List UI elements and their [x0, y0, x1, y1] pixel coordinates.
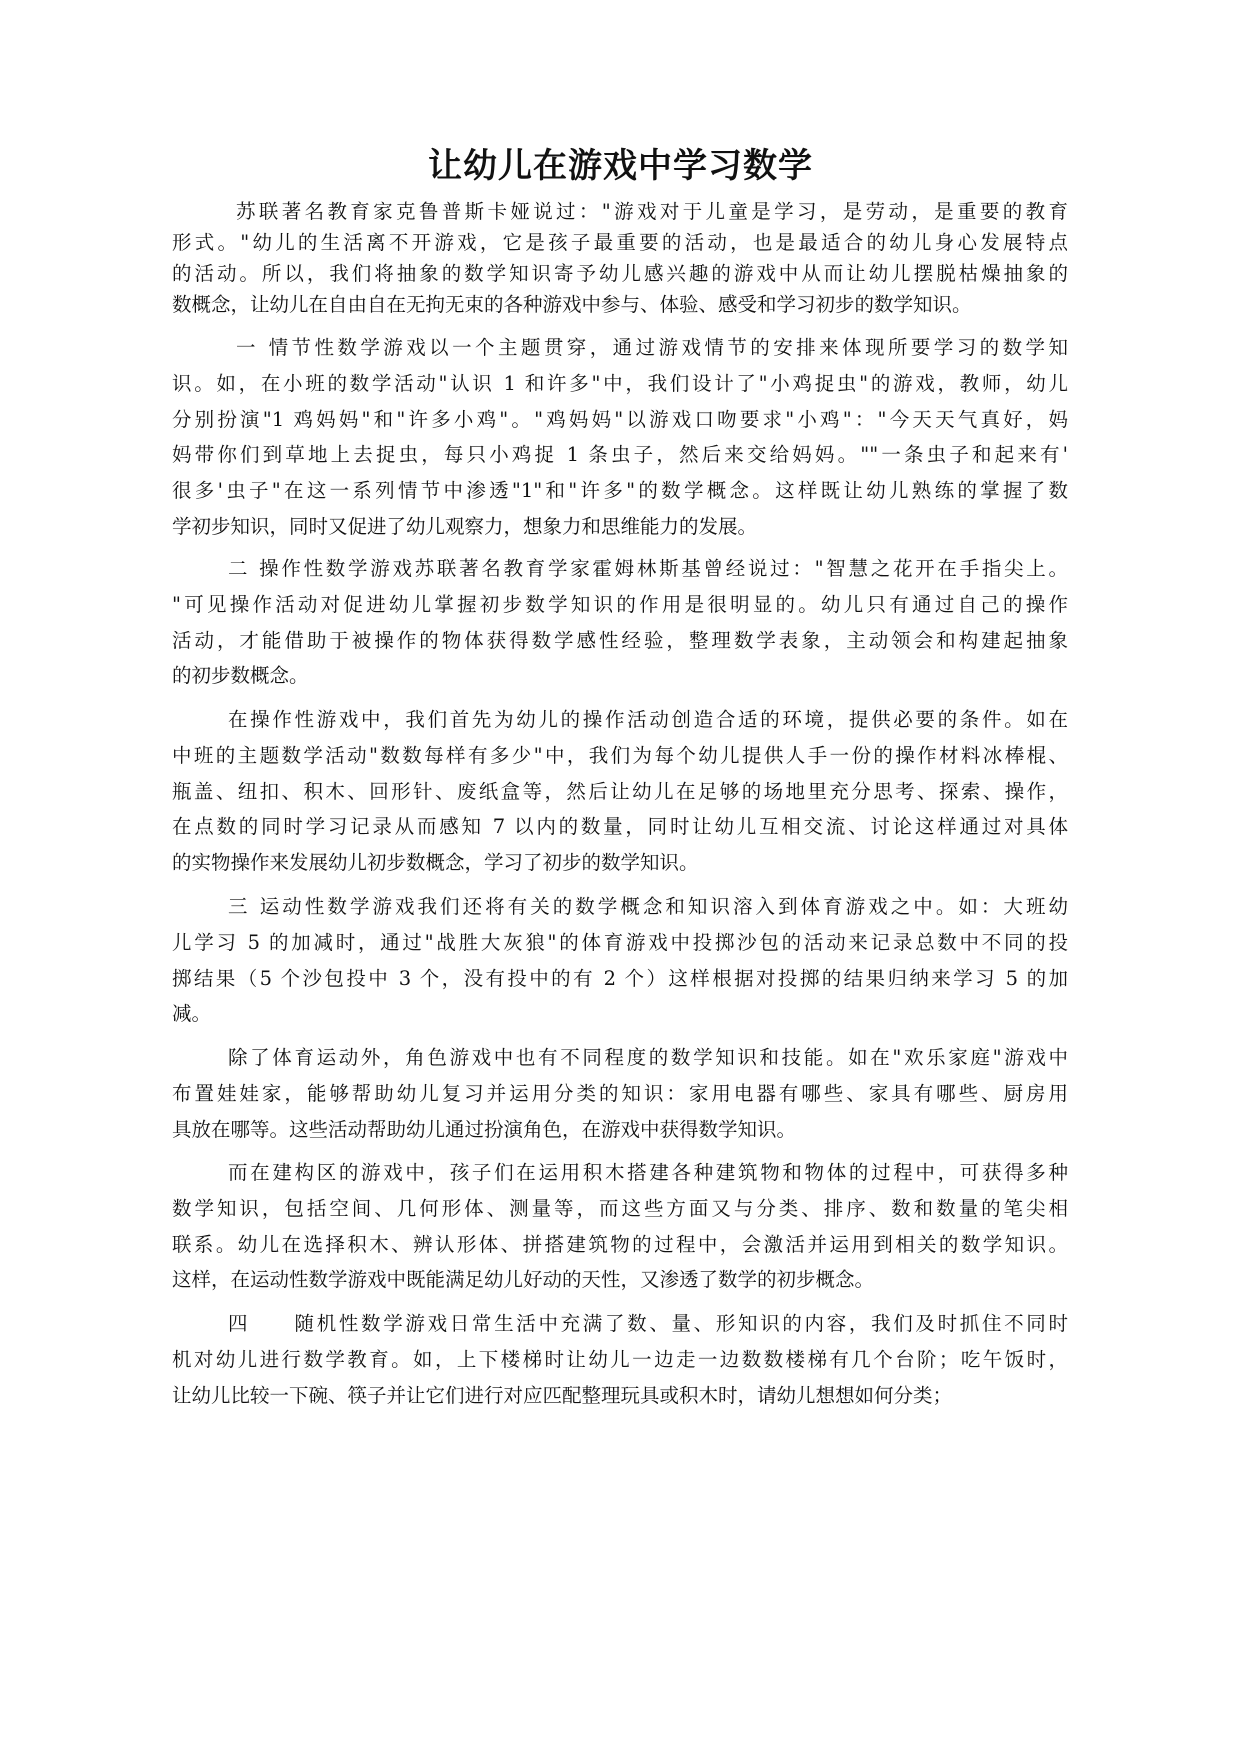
text-line: 数概念，让幼儿在自由自在无拘无束的各种游戏中参与、体验、感受和学习初步的数学知识。: [172, 293, 972, 316]
text-line: 机对幼儿进行数学教育。如，上下楼梯时让幼儿一边走一边数数楼梯有几个台阶；吃午饭时，: [172, 1347, 1068, 1371]
paragraph-section-one: [172, 330, 1068, 545]
text-line: 学初步知识，同时又促进了幼儿观察力，想象力和思维能力的发展。: [172, 514, 758, 538]
paragraph-section-two: [172, 551, 1068, 694]
text-line: 在点数的同时学习记录从而感知 7 以内的数量，同时让幼儿互相交流、讨论这样通过对具体: [172, 815, 1068, 839]
text-line: 瓶盖、纽扣、积木、回形针、废纸盒等，然后让幼儿在足够的场地里充分思考、探索、操作，: [172, 779, 1068, 803]
text-line: 让幼儿比较一下碗、筷子并让它们进行对应匹配整理玩具或积木时，请幼儿想想如何分类；: [172, 1383, 953, 1407]
paragraph-construction-play: [172, 1155, 1068, 1298]
text-line: 识。如，在小班的数学活动"认识 1 和许多"中，我们设计了"小鸡捉虫"的游戏，教师，幼儿: [172, 371, 1068, 395]
text-line: 一 情节性数学游戏以一个主题贯穿，通过游戏情节的安排来体现所要学习的数学知: [236, 336, 1068, 359]
paragraph-section-two-continued: [172, 702, 1068, 881]
document-title: 让幼儿在游戏中学习数学: [428, 146, 813, 186]
text-line: 分别扮演"1 鸡妈妈"和"许多小鸡"。"鸡妈妈"以游戏口吻要求"小鸡"："今天天气真好，妈: [172, 407, 1068, 431]
text-line: 三 运动性数学游戏我们还将有关的数学概念和知识溶入到体育游戏之中。如：大班幼: [228, 895, 1068, 918]
text-line: 苏联著名教育家克鲁普斯卡娅说过："游戏对于儿童是学习，是劳动，是重要的教育: [236, 200, 1068, 223]
paragraph-intro: [172, 196, 1068, 320]
text-line: 的初步数概念。: [172, 664, 309, 688]
text-line: "可见操作活动对促进幼儿掌握初步数学知识的作用是很明显的。幼儿只有通过自己的操作: [172, 592, 1068, 616]
text-line: 形式。"幼儿的生活离不开游戏，它是孩子最重要的活动，也是最适合的幼儿身心发展特点: [172, 231, 1068, 254]
text-line: 四 随机性数学游戏日常生活中充满了数、量、形知识的内容，我们及时抓住不同时: [228, 1312, 1068, 1335]
text-line: 联系。幼儿在选择积木、辨认形体、拼搭建筑物的过程中，会激活并运用到相关的数学知识。: [172, 1232, 1068, 1256]
text-line: 的活动。所以，我们将抽象的数学知识寄予幼儿感兴趣的游戏中从而让幼儿摆脱枯燥抽象的: [172, 262, 1068, 285]
text-line: 的实物操作来发展幼儿初步数概念，学习了初步的数学知识。: [172, 851, 699, 875]
text-line: 中班的主题数学活动"数数每样有多少"中，我们为每个幼儿提供人手一份的操作材料冰棒棍、: [172, 743, 1068, 767]
text-line: 妈带你们到草地上去捉虫，每只小鸡捉 1 条虫子，然后来交给妈妈。""一条虫子和起来有': [172, 443, 1068, 467]
text-line: 儿学习 5 的加减时，通过"战胜大灰狼"的体育游戏中投掷沙包的活动来记录总数中不同的投: [172, 930, 1068, 954]
text-line: 减。: [172, 1002, 212, 1026]
text-line: 布置娃娃家，能够帮助幼儿复习并运用分类的知识：家用电器有哪些、家具有哪些、厨房用: [172, 1081, 1068, 1105]
text-line: 数学知识，包括空间、几何形体、测量等，而这些方面又与分类、排序、数和数量的笔尖相: [172, 1196, 1068, 1220]
text-line: 很多'虫子"在这一系列情节中渗透"1"和"许多"的数学概念。这样既让幼儿熟练的掌握了数: [172, 479, 1068, 503]
text-line: 掷结果（5 个沙包投中 3 个，没有投中的有 2 个）这样根据对投掷的结果归纳来学习 5 的加: [172, 966, 1068, 990]
text-line: 除了体育运动外，角色游戏中也有不同程度的数学知识和技能。如在"欢乐家庭"游戏中: [228, 1046, 1068, 1069]
text-line: 这样，在运动性数学游戏中既能满足幼儿好动的天性，又渗透了数学的初步概念。: [172, 1268, 875, 1292]
paragraph-section-four: [172, 1306, 1068, 1413]
paragraph-section-three: [172, 889, 1068, 1032]
text-line: 而在建构区的游戏中，孩子们在运用积木搭建各种建筑物和物体的过程中，可获得多种: [228, 1161, 1068, 1184]
text-line: 具放在哪等。这些活动帮助幼儿通过扮演角色，在游戏中获得数学知识。: [172, 1117, 797, 1141]
text-line: 在操作性游戏中，我们首先为幼儿的操作活动创造合适的环境，提供必要的条件。如在: [228, 708, 1068, 731]
paragraph-role-play: [172, 1040, 1068, 1147]
text-line: 二 操作性数学游戏苏联著名教育学家霍姆林斯基曾经说过："智慧之花开在手指尖上。: [228, 557, 1068, 580]
text-line: 活动，才能借助于被操作的物体获得数学感性经验，整理数学表象，主动领会和构建起抽象: [172, 628, 1068, 652]
